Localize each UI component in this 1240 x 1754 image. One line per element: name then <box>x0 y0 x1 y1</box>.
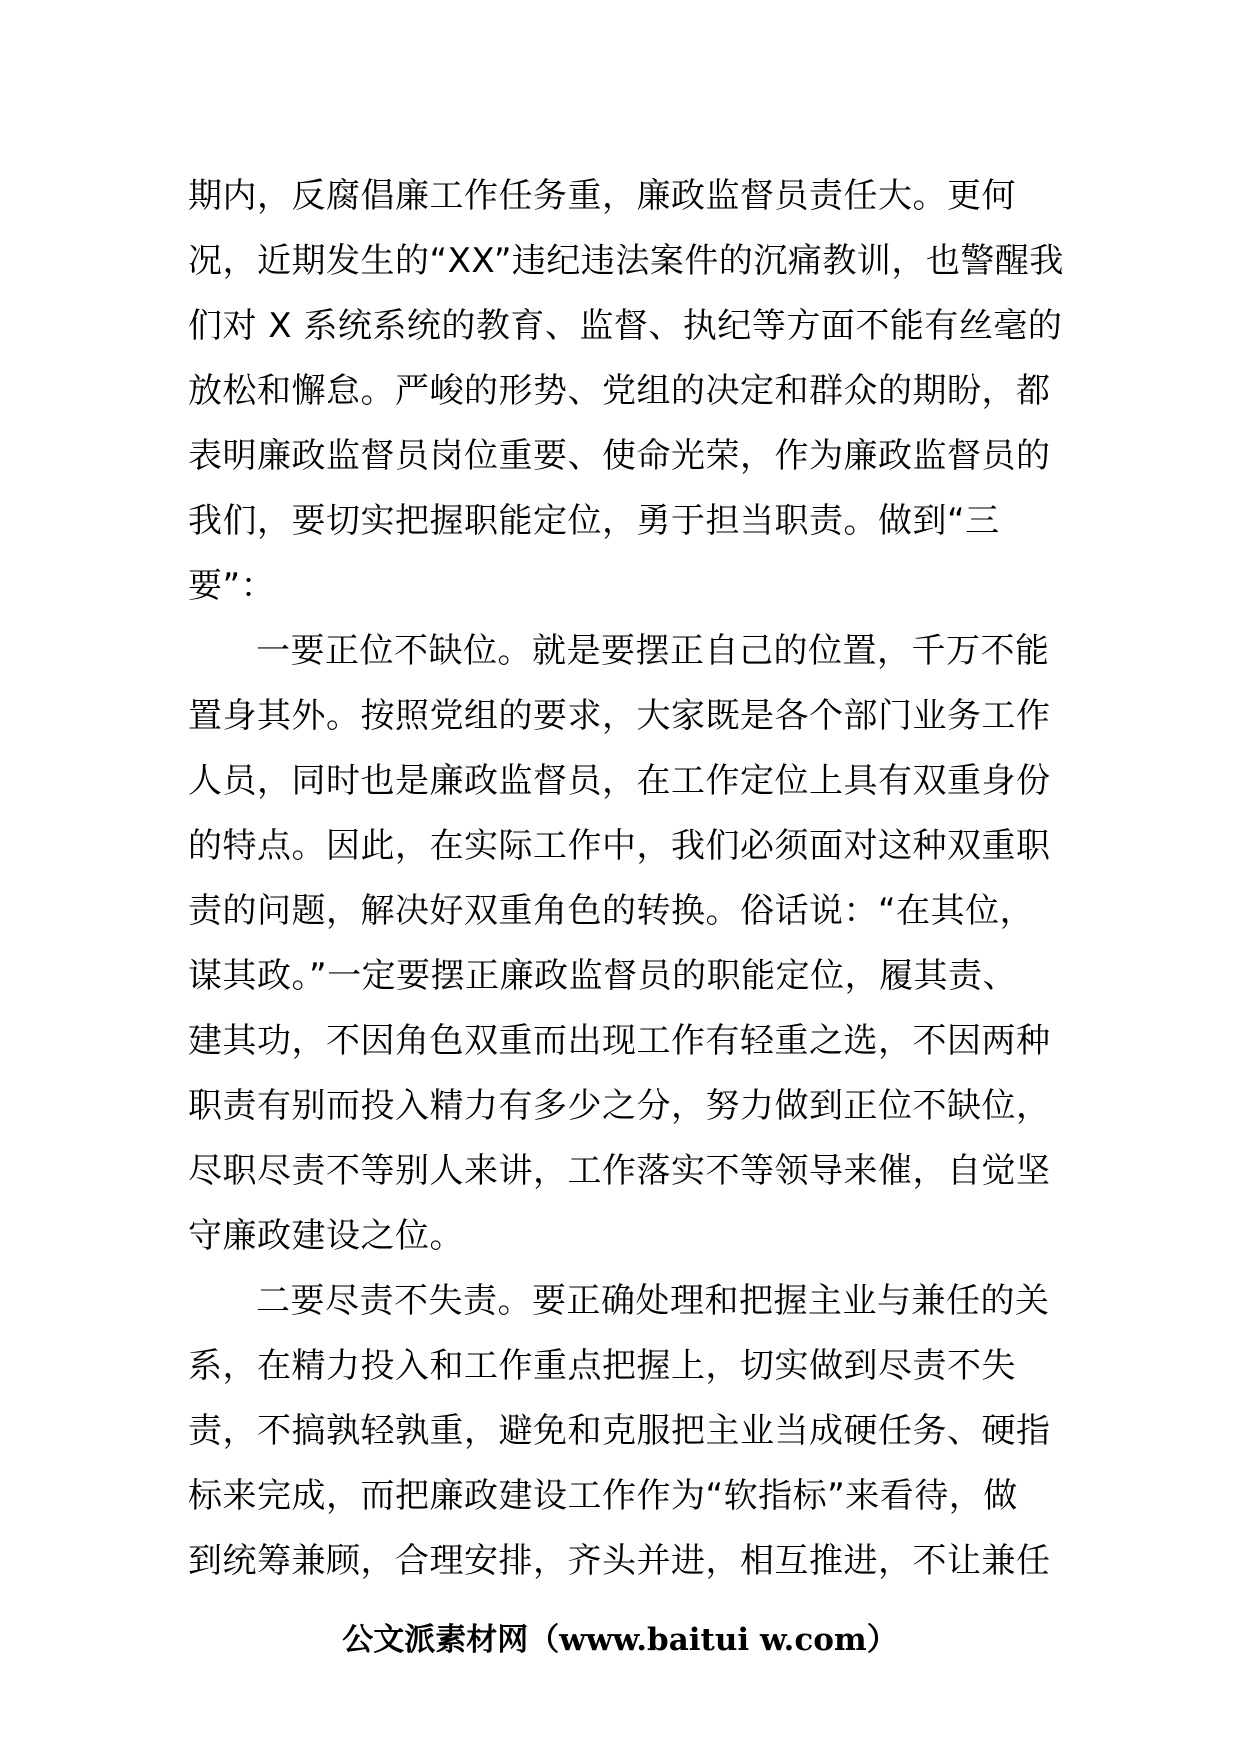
text-line: 况，近期发生的“XX”违纪违法案件的沉痛教训，也警醒我 <box>188 241 1064 281</box>
text-line: 二要尽责不失责。要正确处理和把握主业与兼任的关 <box>256 1281 1050 1321</box>
text-line: 标来完成，而把廉政建设工作作为“软指标”来看待，做 <box>188 1476 1018 1516</box>
text-line: 责，不搞孰轻孰重，避免和克服把主业当成硬任务、硬指 <box>188 1411 1051 1451</box>
text-line: 一要正位不缺位。就是要摆正自己的位置，千万不能 <box>256 631 1050 671</box>
text-line: 守廉政建设之位。 <box>188 1216 464 1256</box>
text-line: 要”： <box>188 566 276 606</box>
text-line: 责的问题，解决好双重角色的转换。俗话说：“在其位， <box>188 891 1035 931</box>
footer-watermark: 公文派素材网（www.baitui w.com） <box>342 1622 898 1658</box>
text-line: 置身其外。按照党组的要求，大家既是各个部门业务工作 <box>188 696 1051 736</box>
body-text <box>188 164 1068 1594</box>
text-line: 建其功，不因角色双重而出现工作有轻重之选，不因两种 <box>188 1021 1051 1061</box>
text-line: 表明廉政监督员岗位重要、使命光荣，作为廉政监督员的 <box>188 436 1051 476</box>
text-line: 们对 X 系统系统的教育、监督、执纪等方面不能有丝毫的 <box>188 306 1063 346</box>
paragraph-1 <box>188 164 1068 619</box>
text-line: 到统筹兼顾，合理安排，齐头并进，相互推进，不让兼任 <box>188 1541 1051 1581</box>
paragraph-2 <box>188 619 1068 1269</box>
text-line: 的特点。因此，在实际工作中，我们必须面对这种双重职 <box>188 826 1051 866</box>
text-line: 谋其政。”一定要摆正廉政监督员的职能定位，履其责、 <box>188 956 1018 996</box>
text-line: 尽职尽责不等别人来讲，工作落实不等领导来催，自觉坚 <box>188 1151 1051 1191</box>
text-line: 期内，反腐倡廉工作任务重，廉政监督员责任大。更何 <box>188 176 1016 216</box>
text-line: 人员，同时也是廉政监督员，在工作定位上具有双重身份 <box>188 761 1051 801</box>
paragraph-3 <box>188 1269 1068 1594</box>
text-line: 职责有别而投入精力有多少之分，努力做到正位不缺位， <box>188 1086 1051 1126</box>
text-line: 系，在精力投入和工作重点把握上，切实做到尽责不失 <box>188 1346 1016 1386</box>
text-line: 放松和懈怠。严峻的形势、党组的决定和群众的期盼，都 <box>188 371 1051 411</box>
text-line: 我们，要切实把握职能定位，勇于担当职责。做到“三 <box>188 501 1000 541</box>
